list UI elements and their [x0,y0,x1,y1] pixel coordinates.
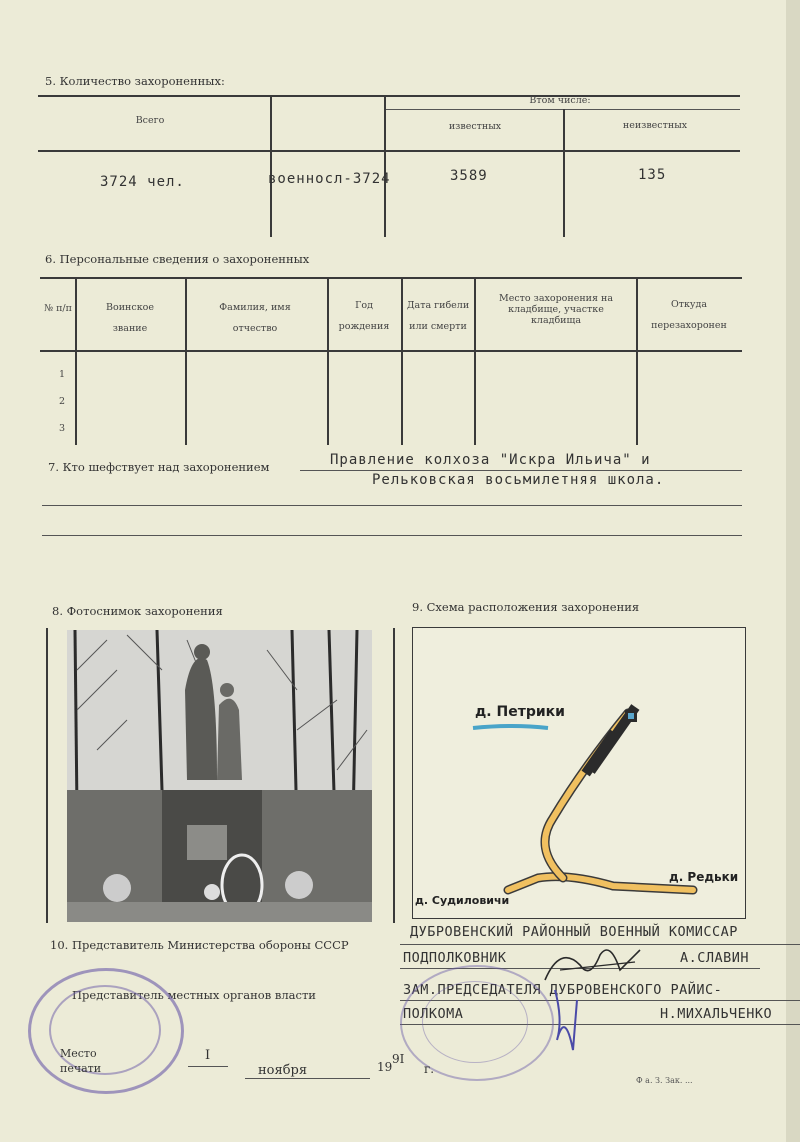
stamp-place-label: Место печати [60,1047,102,1076]
section10-title: 10. Представитель Министерства обороны СССР [50,938,349,952]
map-label-petriki: д. Петрики [475,704,565,720]
memorial-photo-image [67,630,372,922]
header-num: № п/п [44,303,72,314]
table6-col-divider [75,277,77,445]
header-birth: Год рождения [338,300,390,332]
photo-frame-right [393,628,395,923]
section5-title: 5. Количество захороненных: [45,74,225,88]
value-total: 3724 чел. [100,174,185,190]
table5-col-divider [384,95,386,237]
date-day: I [205,1048,211,1063]
row-num-2: 2 [58,396,66,407]
commissar-rank: ПОДПОЛКОВНИК [403,950,507,966]
row-num-3: 3 [58,423,66,434]
header-total: Всего [135,115,165,126]
patron-line-2: Рельковская восьмилетняя школа. [372,472,665,488]
map-label-sudilovichi: д. Судиловичи [415,894,510,907]
date-year-prefix: 19 [377,1060,393,1074]
print-code: Ф а. З. Зак. ... [636,1076,693,1085]
header-death: Дата гибели или смерти [406,300,470,332]
row-num-1: 1 [58,369,66,380]
table5-col-divider [563,109,565,237]
date-day-line [188,1066,228,1067]
value-military: военносл-3724 [268,171,391,187]
blank-line [42,535,742,536]
date-month: ноября [258,1063,308,1078]
table6-col-divider [185,277,187,445]
commissar-name: А.СЛАВИН [680,950,750,966]
authority-name: Н.МИХАЛЬЧЕНКО [660,1006,773,1022]
value-unknown: 135 [638,167,667,183]
location-map [412,627,746,919]
section8-title: 8. Фотоснимок захоронения [52,604,223,618]
header-including: Втом числе: [529,95,591,106]
value-known: 3589 [450,168,488,184]
section11-title: Представитель местных органов власти [72,988,316,1002]
section9-title: 9. Схема расположения захоронения [412,600,640,614]
table5-header-line [38,150,740,152]
authority-line-2: ПОЛКОМА [403,1006,464,1022]
blank-line [42,505,742,506]
page-edge [786,0,800,1142]
commissar-org: ДУБРОВЕНСКИЙ РАЙОННЫЙ ВОЕННЫЙ КОМИССАР [410,924,738,940]
section6-title: 6. Персональные сведения о захороненных [45,252,310,266]
map-label-redki: д. Редьки [669,870,739,884]
header-rank: Воинское звание [106,302,154,334]
date-month-line [245,1078,370,1079]
authority-line-1: ЗАМ.ПРЕДСЕДАТЕЛЯ ДУБРОВЕНСКОГО РАЙИС- [403,982,723,998]
table6-col-divider [474,277,476,445]
header-place: Место захоронения на кладбище, участке кладбища [498,293,613,326]
section7-title: 7. Кто шефствует над захоронением [48,460,270,474]
memorial-photo [67,630,372,922]
header-from: Откуда перезахоронен [651,299,727,331]
table6-col-divider [636,277,638,445]
table5-top-line [38,95,740,97]
header-name: Фамилия, имя отчество [219,302,291,334]
date-year-suffix: 9I [392,1052,405,1066]
photo-frame-left [46,628,48,923]
table5-col-divider [270,95,272,237]
date-year-letter: г. [424,1062,435,1076]
header-known: известных [448,121,502,132]
patron-line-1: Правление колхоза "Искра Ильича" и [330,452,651,468]
table6-col-divider [327,277,329,445]
header-unknown: неизвестных [622,120,688,131]
patron-underline-1 [300,470,742,471]
